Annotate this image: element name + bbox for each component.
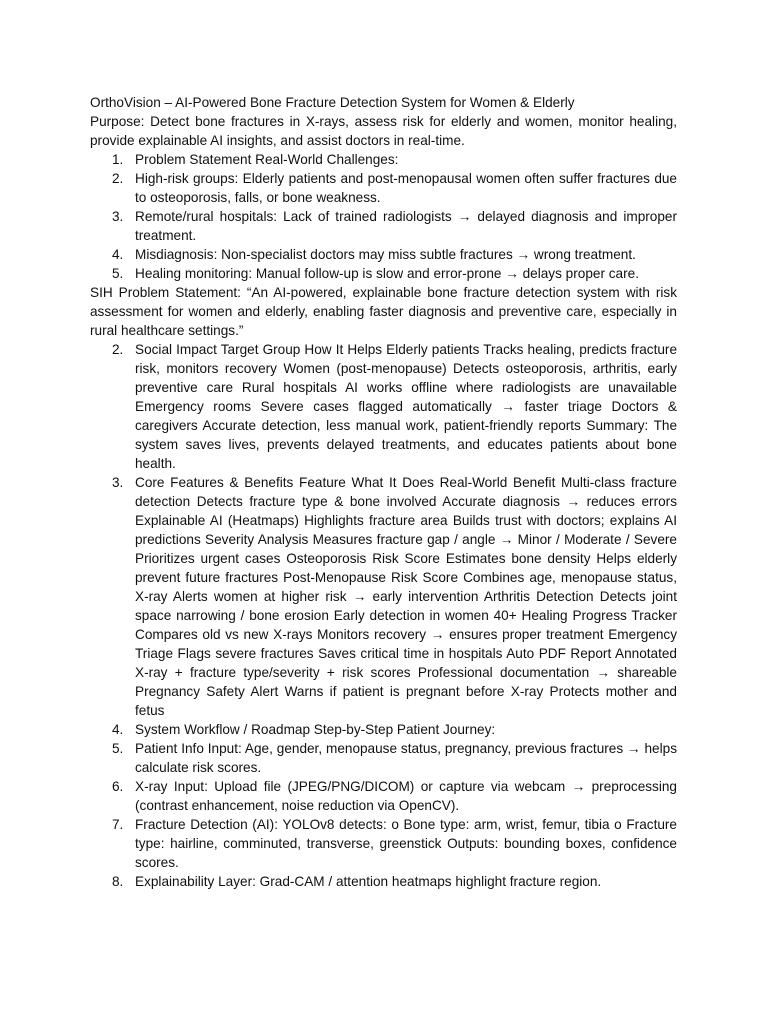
list-item bbox=[90, 264, 677, 283]
document-page bbox=[90, 93, 677, 891]
list-item bbox=[90, 473, 677, 720]
list-item bbox=[90, 815, 677, 872]
list-item-text: Fracture Detection (AI): YOLOv8 detects: o Bone type: arm, wrist, femur, tibia o Fracture type: hairline, comminuted, transverse, greenstick Outputs: bounding boxes, confidence scores. bbox=[135, 817, 677, 870]
list-number: 2. bbox=[112, 171, 124, 186]
list-number: 8. bbox=[112, 874, 124, 889]
list-number: 4. bbox=[112, 722, 124, 737]
list-item-text: Problem Statement Real-World Challenges: bbox=[135, 152, 399, 167]
list-number: 1. bbox=[112, 152, 124, 167]
list-number: 4. bbox=[112, 247, 124, 262]
list-item-text: Remote/rural hospitals: Lack of trained radiologists → delayed diagnosis and improper treatment. bbox=[135, 209, 677, 243]
list-number: 7. bbox=[112, 817, 124, 832]
list-item bbox=[90, 169, 677, 207]
list-item-text: Explainability Layer: Grad-CAM / attention heatmaps highlight fracture region. bbox=[135, 874, 602, 889]
list-number: 6. bbox=[112, 779, 124, 794]
list-item-text: Healing monitoring: Manual follow-up is slow and error-prone → delays proper care. bbox=[135, 266, 639, 281]
features-list bbox=[90, 340, 677, 891]
list-number: 3. bbox=[112, 475, 124, 490]
list-item-text: Misdiagnosis: Non-specialist doctors may miss subtle fractures → wrong treatment. bbox=[135, 247, 636, 262]
list-item-text: X-ray Input: Upload file (JPEG/PNG/DICOM) or capture via webcam → preprocessing (contrast enhancement, noise reduction via OpenCV). bbox=[135, 779, 677, 813]
list-item bbox=[90, 150, 677, 169]
challenges-list bbox=[90, 150, 677, 283]
list-item-text: Core Features & Benefits Feature What It Does Real-World Benefit Multi-class fracture detection Detects fracture type & bone involved Accurate diagnosis → reduces errors Explainable AI (Heatmaps) Highlights fracture area Builds trust with doctors; explains AI predictions Severity Analysis Measures fracture gap / angle → Minor / Moderate / Severe Prioritizes urgent cases Osteoporosis Risk Score Estimates bone density Helps elderly prevent future fractures Post-Menopause Risk Score Combines age, menopause status, X-ray Alerts women at higher risk → early intervention Arthritis Detection Detects joint space narrowing / bone erosion Early detection in women 40+ Healing Progress Tracker Compares old vs new X-rays Monitors recovery → ensures proper treatment Emergency Triage Flags severe fractures Saves critical time in hospitals Auto PDF Report Annotated X-ray + fracture type/severity + risk scores Professional documentation → shareable Pregnancy Safety Alert Warns if patient is pregnant before X-ray Protects mother and fetus bbox=[135, 475, 677, 718]
list-item bbox=[90, 777, 677, 815]
list-number: 2. bbox=[112, 342, 124, 357]
list-item bbox=[90, 739, 677, 777]
list-number: 5. bbox=[112, 741, 124, 756]
sih-problem-statement: SIH Problem Statement: “An AI-powered, explainable bone fracture detection system with risk assessment for women and elderly, enabling faster diagnosis and preventive care, especially in rural healthcare settings.” bbox=[90, 285, 677, 338]
list-number: 5. bbox=[112, 266, 124, 281]
list-item bbox=[90, 207, 677, 245]
list-item bbox=[90, 340, 677, 473]
list-item-text: Patient Info Input: Age, gender, menopause status, pregnancy, previous fractures → helps calculate risk scores. bbox=[135, 741, 677, 775]
list-item-text: System Workflow / Roadmap Step-by-Step Patient Journey: bbox=[135, 722, 496, 737]
list-number: 3. bbox=[112, 209, 124, 224]
list-item bbox=[90, 245, 677, 264]
document-title: OrthoVision – AI-Powered Bone Fracture Detection System for Women & Elderly bbox=[90, 95, 575, 110]
list-item bbox=[90, 872, 677, 891]
list-item-text: Social Impact Target Group How It Helps Elderly patients Tracks healing, predicts fracture risk, monitors recovery Women (post-menopause) Detects osteoporosis, arthritis, early preventive care Rural hospitals AI works offline where radiologists are unavailable Emergency rooms Severe cases flagged automatically → faster triage Doctors & caregivers Accurate detection, less manual work, patient-friendly reports Summary: The system saves lives, prevents delayed treatments, and educates patients about bone health. bbox=[135, 342, 677, 471]
list-item-text: High-risk groups: Elderly patients and post-menopausal women often suffer fractures due to osteoporosis, falls, or bone weakness. bbox=[135, 171, 677, 205]
list-item bbox=[90, 720, 677, 739]
purpose-paragraph: Purpose: Detect bone fractures in X-rays, assess risk for elderly and women, monitor healing, provide explainable AI insights, and assist doctors in real-time. bbox=[90, 114, 677, 148]
